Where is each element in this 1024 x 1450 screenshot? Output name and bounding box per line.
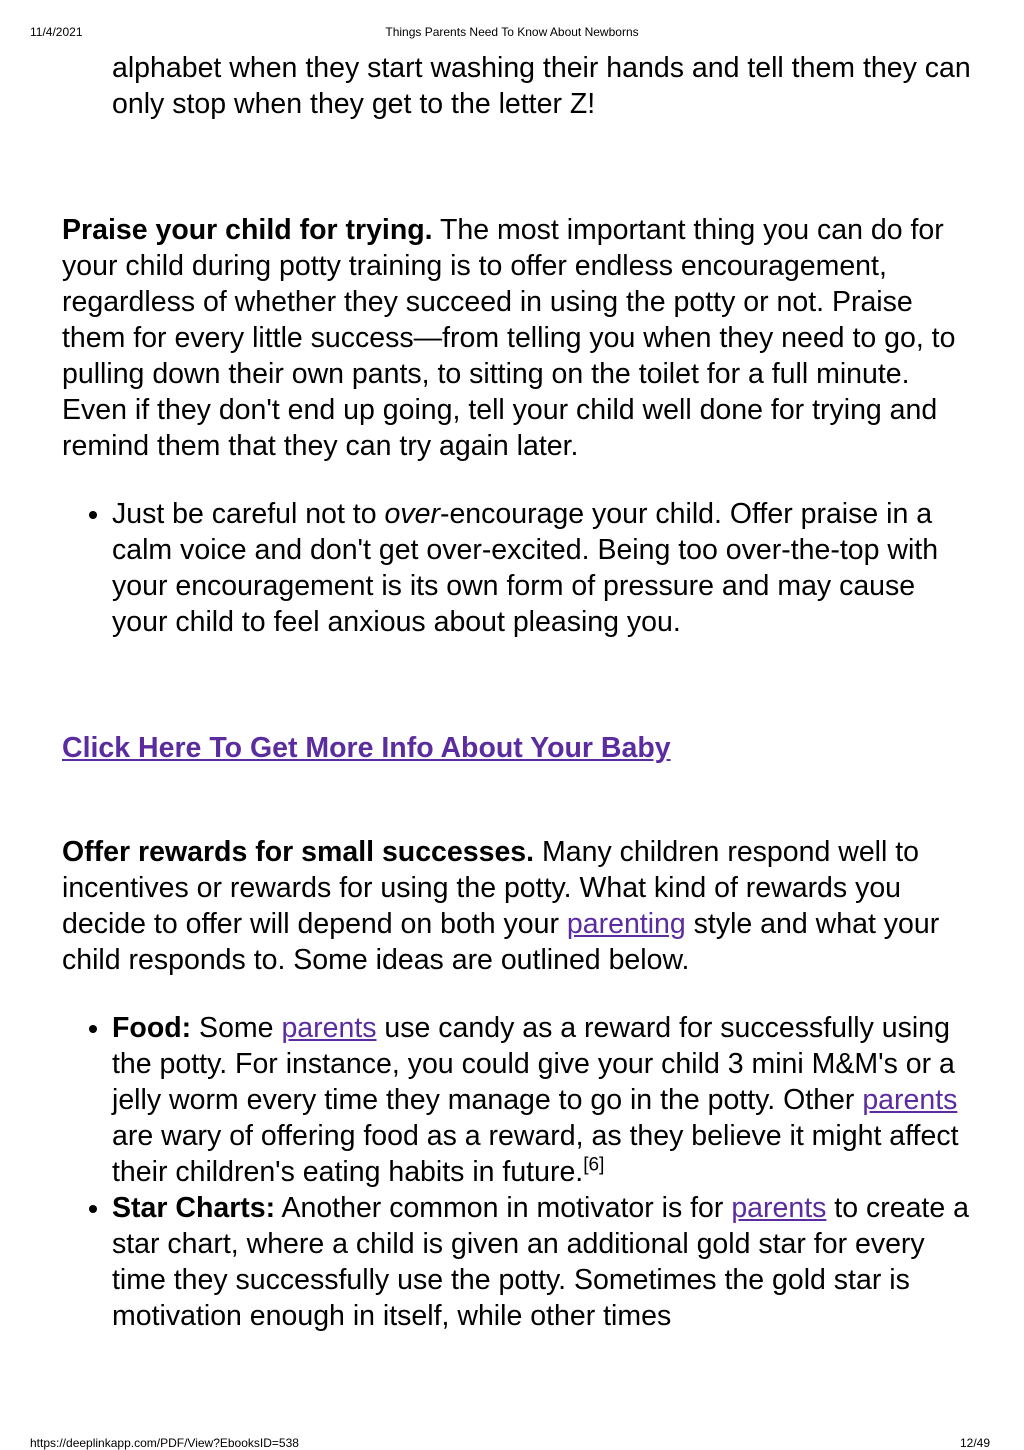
parents-link[interactable]: parents <box>731 1192 827 1224</box>
rewards-body-end: style and what your child responds to. Some ideas are outlined below. <box>62 908 940 976</box>
praise-paragraph <box>62 212 974 464</box>
parents-link[interactable]: parents <box>281 1012 377 1044</box>
page-content <box>62 50 974 1334</box>
print-date: 11/4/2021 <box>30 25 83 39</box>
food-text-1: Some <box>191 1012 282 1044</box>
food-text-3: are wary of offering food as a reward, as they believe it might affect their children's eating habits in future. <box>112 1120 959 1188</box>
food-label: Food: <box>112 1012 192 1044</box>
list-item-food <box>112 1010 974 1190</box>
praise-heading: Praise your child for trying. <box>62 214 433 246</box>
star-text-2: to create a star chart, where a child is given an additional gold star for every time they successfully use the potty. Sometimes the gold star is motivation enough in itself, while other times <box>112 1192 969 1332</box>
food-text-2: use candy as a reward for successfully using the potty. For instance, you could give your child 3 mini M&M's or a jelly worm every time they manage to go in the potty. Other <box>112 1012 955 1116</box>
citation-6[interactable]: [6] <box>583 1154 605 1176</box>
rewards-paragraph <box>62 834 974 978</box>
intro-continuation-paragraph: alphabet when they start washing their hands and tell them they can only stop when they get to the letter Z! <box>112 52 971 120</box>
cta-paragraph <box>62 730 974 766</box>
rewards-body-start: Many children respond well to incentives or rewards for using the potty. What kind of rewards you decide to offer will depend on both your <box>62 836 920 940</box>
page-number: 12/49 <box>959 1436 990 1450</box>
list-item-star-charts <box>112 1190 974 1334</box>
bullet-emphasis: over <box>384 498 440 530</box>
more-info-link[interactable]: Click Here To Get More Info About Your Baby <box>62 732 671 764</box>
praise-body: The most important thing you can do for your child during potty training is to offer endless encouragement, regardless of whether they succeed in using the potty or not. Praise them for every little success—from telling you when they need to go, to pulling down their own pants, to sitting on the toilet for a full minute. Even if they don't end up going, tell your child well done for trying and remind them that they can try again later. <box>62 214 956 462</box>
star-charts-label: Star Charts: <box>112 1192 276 1224</box>
bullet-text-end: -encourage your child. Offer praise in a calm voice and don't get over-excited. Being too over-the-top with your encouragement is its own form of pressure and may cause your child to feel anxious about pleasing you. <box>112 498 939 638</box>
bullet-text-start: Just be careful not to <box>112 498 385 530</box>
parents-link[interactable]: parents <box>862 1084 958 1116</box>
praise-bullet-list <box>62 496 974 640</box>
star-text-1: Another common in motivator is for <box>275 1192 732 1224</box>
parenting-link[interactable]: parenting <box>566 908 686 940</box>
list-item <box>112 496 974 640</box>
print-url: https://deeplinkapp.com/PDF/View?EbooksID=538 <box>30 1436 299 1450</box>
rewards-bullet-list <box>62 1010 974 1334</box>
print-title: Things Parents Need To Know About Newborns <box>385 25 639 39</box>
rewards-heading: Offer rewards for small successes. <box>62 836 535 868</box>
